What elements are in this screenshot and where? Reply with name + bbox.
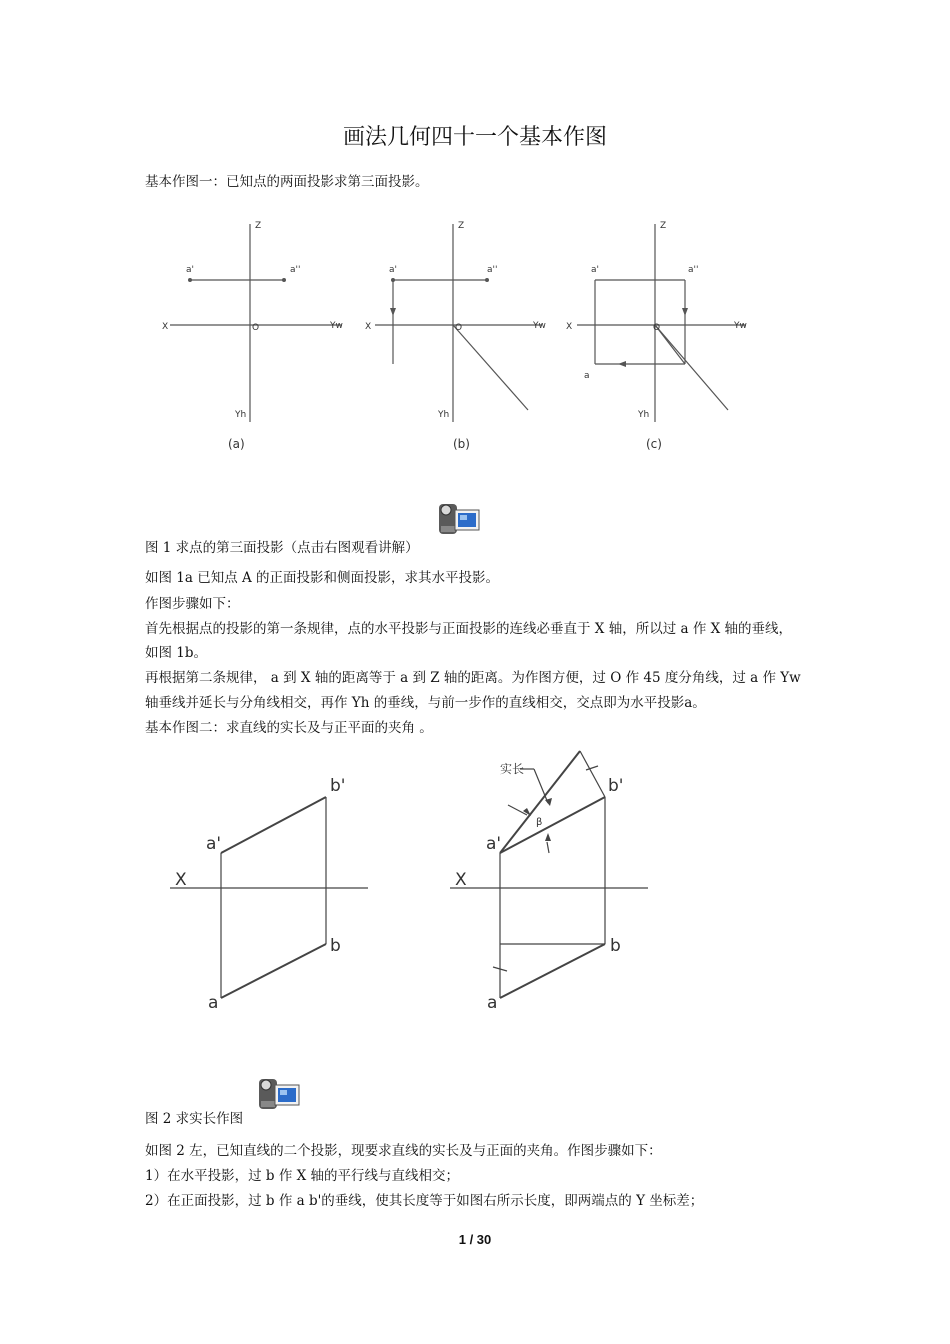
caption-c: (c) [646, 437, 662, 451]
label-b-front: b' [330, 776, 346, 796]
label-yw: Yw [533, 321, 546, 331]
label-yw: Yw [330, 321, 343, 331]
label-o: O [653, 323, 661, 333]
label-z: Z [255, 221, 262, 231]
label-x: X [162, 322, 169, 332]
label-true-length: 实长 [500, 762, 525, 776]
figure-2-caption: 图 2 求实长作图 [145, 1111, 244, 1127]
label-b-front: b' [608, 776, 624, 796]
paragraph: 作图步骤如下： [145, 596, 240, 612]
label-o: O [252, 323, 260, 333]
label-x: X [455, 870, 467, 890]
label-a-top: a [584, 371, 590, 381]
figure-2 [150, 745, 670, 1025]
paragraph: 轴垂线并延长与分角线相交，再作 Yh 的垂线，与前一步作的直线相交，交点即为水平投影a。 [145, 695, 706, 711]
label-a-front: a' [486, 834, 502, 854]
paragraph: 如图 1a 已知点 A 的正面投影和侧面投影，求其水平投影。 [145, 570, 500, 586]
label-o: O [455, 323, 463, 333]
video-camera-icon[interactable] [435, 498, 483, 542]
label-x: X [566, 322, 573, 332]
label-x: X [175, 870, 187, 890]
label-x: X [365, 322, 372, 332]
label-a-front: a' [591, 265, 599, 275]
label-b-top: b [330, 936, 341, 956]
label-a-front: a' [206, 834, 222, 854]
label-beta: β [536, 817, 543, 828]
label-yh: Yh [235, 410, 247, 420]
video-camera-icon[interactable] [255, 1073, 303, 1117]
caption-a: (a) [228, 437, 245, 451]
caption-b: (b) [453, 437, 470, 451]
paragraph: 1）在水平投影，过 b 作 X 轴的平行线与直线相交； [145, 1168, 460, 1184]
label-a-top: a [487, 993, 498, 1013]
paragraph: 如图 2 左，已知直线的二个投影，现要求直线的实长及与正面的夹角。作图步骤如下： [145, 1143, 662, 1159]
label-z: Z [458, 221, 465, 231]
label-a-side: a'' [290, 265, 301, 275]
section2-heading: 基本作图二：求直线的实长及与正平面的夹角 。 [145, 720, 433, 736]
page-title: 画法几何四十一个基本作图 [342, 125, 607, 150]
label-b-top: b [610, 936, 621, 956]
label-a-side: a'' [688, 265, 699, 275]
paragraph: 如图 1b。 [145, 645, 208, 661]
figure-1-caption: 图 1 求点的第三面投影（点击右图观看讲解） [145, 540, 419, 556]
section1-heading: 基本作图一：已知点的两面投影求第三面投影。 [145, 174, 429, 190]
label-a-front: a' [389, 265, 397, 275]
paragraph: 再根据第二条规律， a 到 X 轴的距离等于 a 到 Z 轴的距离。为作图方便，过 O 作 45 度分角线，过 a 作 Yw [145, 670, 801, 686]
figure-1 [150, 212, 770, 462]
label-a-top: a [208, 993, 219, 1013]
paragraph: 2）在正面投影，过 b 作 a b'的垂线，使其长度等于如图右所示长度，即两端点的 Y 坐标差； [145, 1193, 704, 1209]
label-z: Z [660, 221, 667, 231]
label-yh: Yh [438, 410, 450, 420]
paragraph: 首先根据点的投影的第一条规律，点的水平投影与正面投影的连线必垂直于 X 轴，所以过 a 作 X 轴的垂线， [145, 621, 793, 637]
label-a-side: a'' [487, 265, 498, 275]
page-number: 1 / 30 [458, 1232, 492, 1247]
label-yh: Yh [638, 410, 650, 420]
label-a-front: a' [186, 265, 194, 275]
label-yw: Yw [734, 321, 747, 331]
